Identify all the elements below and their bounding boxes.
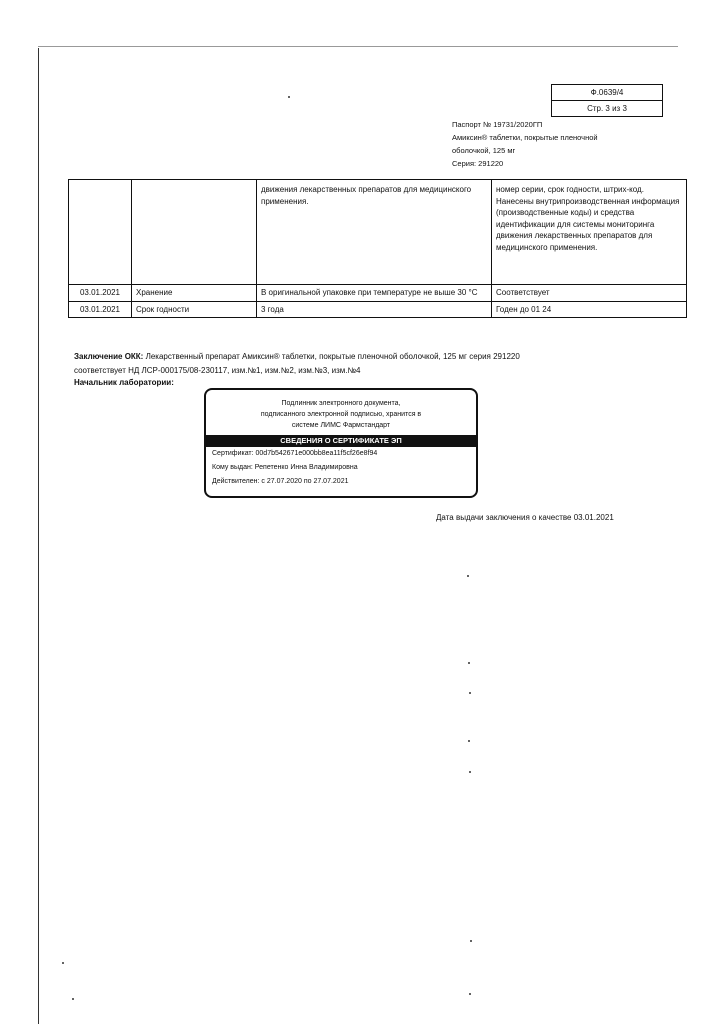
esig-notice-line1: Подлинник электронного документа,	[281, 400, 401, 407]
esig-notice-line3: системе ЛИМС Фармстандарт	[291, 422, 391, 429]
esig-notice	[206, 390, 476, 435]
form-code-box	[551, 84, 663, 117]
conclusion-label: Заключение ОКК:	[74, 352, 144, 361]
scan-speck	[470, 940, 472, 942]
chief-of-laboratory-label: Начальник лаборатории:	[74, 378, 174, 387]
scan-speck	[467, 575, 469, 577]
page-scan-edge-top	[38, 46, 678, 47]
cell-result: Соответствует	[492, 285, 687, 302]
qc-conclusion	[74, 350, 520, 378]
cell-result: номер серии, срок годности, штрих-код. Нанесены внутрипроизводственная информация (производственные коды) и средства идентификации для системы мониторинга движения лекарственных препаратов для медицинского применения.	[492, 180, 687, 285]
scan-speck	[469, 692, 471, 694]
esig-validity: Действителен: с 27.07.2020 по 27.07.2021	[212, 478, 349, 485]
cell-requirement: движения лекарственных препаратов для медицинского применения.	[257, 180, 492, 285]
conclusion-line1	[74, 350, 520, 364]
scan-speck	[469, 993, 471, 995]
page-number: Стр. 3 из 3	[552, 100, 662, 116]
cell-date	[69, 180, 132, 285]
scan-speck	[288, 96, 290, 98]
cell-indicator: Срок годности	[132, 301, 257, 318]
product-name-line2: оболочкой, 125 мг	[452, 146, 516, 155]
issue-date: Дата выдачи заключения о качестве 03.01.2021	[436, 513, 614, 522]
scan-speck	[468, 740, 470, 742]
esig-certificate: Сертификат: 00d7b542671e000bb8ea11f5cf26e8f94	[212, 450, 378, 457]
page-scan-edge-left	[38, 48, 39, 1024]
form-code: Ф.0639/4	[590, 88, 624, 97]
scan-speck	[72, 998, 74, 1000]
cell-requirement: 3 года	[257, 301, 492, 318]
passport-info	[452, 118, 598, 170]
test-results-table	[68, 179, 687, 318]
esig-notice-line2: подписанного электронной подписью, хранится в	[260, 411, 422, 418]
table-row	[69, 180, 687, 285]
esig-certificate-header: СВЕДЕНИЯ О СЕРТИФИКАТЕ ЭП	[206, 435, 476, 447]
esig-issued-to: Кому выдан: Репетенко Инна Владимировна	[212, 464, 358, 471]
table-row	[69, 285, 687, 302]
cell-date: 03.01.2021	[69, 301, 132, 318]
scan-speck	[62, 962, 64, 964]
cell-result: Годен до 01 24	[492, 301, 687, 318]
scan-speck	[469, 771, 471, 773]
electronic-signature-stamp	[204, 388, 478, 498]
product-name-line1: Амиксин® таблетки, покрытые пленочной	[452, 133, 598, 142]
cell-date: 03.01.2021	[69, 285, 132, 302]
table-row	[69, 301, 687, 318]
scan-speck	[468, 662, 470, 664]
cell-indicator	[132, 180, 257, 285]
cell-requirement: В оригинальной упаковке при температуре не выше 30 °С	[257, 285, 492, 302]
batch-number: Серия: 291220	[452, 159, 504, 168]
conclusion-text1: Лекарственный препарат Амиксин® таблетки, покрытые пленочной оболочкой, 125 мг серия 291220	[143, 352, 520, 361]
conclusion-text2: соответствует НД ЛСР-000175/08-230117, изм.№1, изм.№2, изм.№3, изм.№4	[74, 366, 361, 375]
cell-indicator: Хранение	[132, 285, 257, 302]
passport-number: Паспорт № 19731/2020ГП	[452, 120, 543, 129]
